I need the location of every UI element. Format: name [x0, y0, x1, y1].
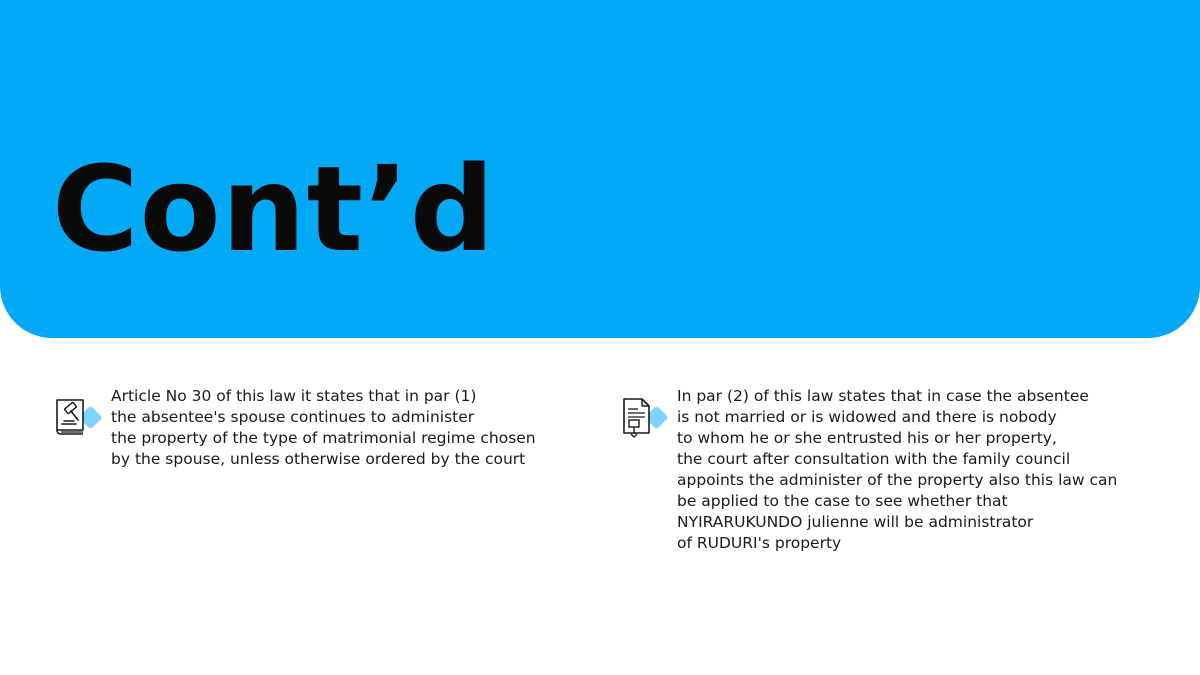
gavel-law-book-icon [54, 396, 104, 440]
left-line-4: by the spouse, unless otherwise ordered by the court [111, 450, 526, 468]
left-line-2: the absentee's spouse continues to administer [111, 408, 475, 426]
legal-document-seal-icon [620, 396, 670, 440]
left-line-3: the property of the type of matrimonial regime chosen [111, 429, 536, 447]
right-line-3: to whom he or she entrusted his or her property, [677, 429, 1057, 447]
right-line-1: In par (2) of this law states that in case the absentee [677, 387, 1089, 405]
left-paragraph [111, 386, 536, 470]
right-line-7: NYIRARUKUNDO julienne will be administrator [677, 513, 1034, 531]
right-line-8: of RUDURI's property [677, 534, 842, 552]
left-line-1: Article No 30 of this law it states that in par (1) [111, 387, 477, 405]
right-line-5: appoints the administer of the property also this law can [677, 471, 1118, 489]
right-paragraph [677, 386, 1117, 554]
right-line-2: is not married or is widowed and there is nobody [677, 408, 1057, 426]
right-line-6: be applied to the case to see whether that [677, 492, 1008, 510]
slide-title: Cont’d [52, 140, 496, 278]
right-line-4: the court after consultation with the family council [677, 450, 1071, 468]
